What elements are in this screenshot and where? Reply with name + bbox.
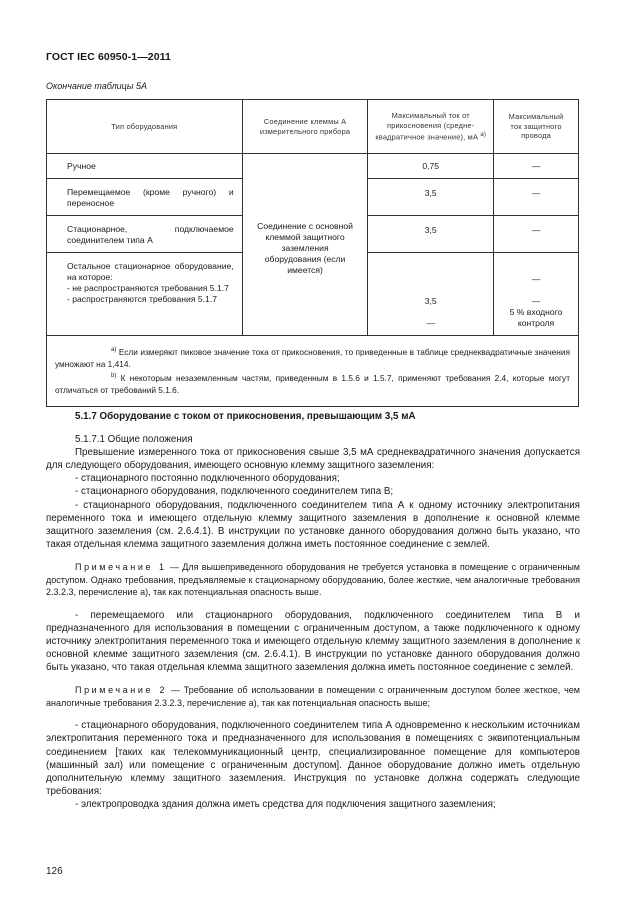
- note-text: — Требование об использовании в помещении с ограниченным доступом более жесткое, чем аналогичные требования 2.3.2.3, перечисление а), так как потенциальная опасность выше;: [46, 685, 580, 708]
- notes-row: [47, 336, 579, 407]
- row-type-line: Остальное стационарное оборудование, на которое:: [67, 261, 234, 282]
- row-protective-stationary-other: [494, 253, 579, 336]
- row-current: 0,75: [368, 154, 494, 179]
- header-touch-current: [368, 100, 494, 154]
- row-current-line: —: [426, 318, 436, 328]
- note-text: Если измеряют пиковое значение тока от прикосновения, то приведенные в таблице среднеквадратичные значения умножают на 1,414.: [55, 346, 571, 369]
- note-text: — Для вышеприведенного оборудования не требуется установка в помещение с ограниченным доступом. Однако требования, предъявляемые к стационарному оборудованию, более жесткие, чем аналогичные требования 2.3.2.3, перечисление а), так как потенциальная опасность выше.: [46, 561, 580, 598]
- row-protective: —: [494, 154, 579, 179]
- row-type: Ручное: [47, 154, 243, 179]
- section-subtitle: 5.1.7.1 Общие положения: [75, 434, 193, 446]
- table-5a: [46, 99, 579, 407]
- note-label: Примечание 2: [75, 685, 168, 696]
- page-number: 126: [46, 866, 63, 877]
- note-text: К некоторым незаземленным частям, приведенным в 1.5.6 и 1.5.7, применяют требования 2.4, которые могут отличаться от требований 5.1.6.: [55, 372, 570, 395]
- paragraph: - перемещаемого или стационарного оборудования, подключенного соединителем типа В и предназначенного для использования в помещении с ограниченным доступом, а также подключенного к одному источнику электропитания переменного тока и имеющего отдельную клемму защитного заземления в дополнение к основной клемме защитного заземления (см. 2.6.4.1). В инструкции по установке данного оборудования должно быть указано, что такая отдельная клемма защитного заземления должна иметь постоянное соединение с землей.: [46, 609, 580, 674]
- table-row: [47, 154, 579, 179]
- table-note-b: [55, 370, 570, 396]
- table-note-a: [55, 344, 570, 370]
- row-protective: —: [494, 216, 579, 253]
- list-item: - стационарного оборудования, подключенного соединителем типа А к одному источнику электропитания переменного тока и имеющего отдельную клемму защитного заземления в дополнение к основной клемме защитного заземления (см. 2.6.4.1). В инструкции по установке данного оборудования должно быть указано, что такая отдельная клемма защитного заземления должна иметь постоянное соединение с землей.: [46, 499, 580, 550]
- header-touch-current-footnote: a): [480, 131, 487, 138]
- row-current: 3,5: [368, 216, 494, 253]
- row-current: 3,5: [368, 179, 494, 216]
- header-protective-current: Максимальный ток защитного провода: [494, 100, 579, 154]
- list-item: - стационарного постоянно подключенного оборудования;: [75, 473, 340, 485]
- paragraph: Превышение измеренного тока от прикосновения свыше 3,5 мА среднеквадратичного значения допускается для следующего оборудования, имеющего основную клемму защитного заземления:: [46, 447, 580, 472]
- note-2: [46, 684, 580, 709]
- paragraph: - стационарного оборудования, подключенного соединителем типа А одновременно к нескольким источникам электропитания переменного тока и предназначенного для использования в помещениях с эквипотенциальным соединением [таких как телекоммуникационный центр, специализированное помещение для компьютеров (машинный зал) или помещение с ограниченным доступом]. Данное оборудование должно иметь отдельную дополнительную клемму защитного заземления. Инструкция по установке должна содержать следующие требования:: [46, 720, 580, 797]
- row-type-stationary-other: [47, 253, 243, 336]
- row-protective-line: 5 % входного контроля: [509, 307, 563, 328]
- table-notes: [47, 336, 579, 407]
- section-body: [46, 410, 580, 811]
- row-protective-line: —: [531, 296, 541, 306]
- row-protective: —: [494, 179, 579, 216]
- row-type: Перемещаемое (кроме ручного) и переносное: [47, 179, 243, 216]
- header-terminal-connection: Соединение клеммы А измерительного прибора: [242, 100, 368, 154]
- connection-cell: Соединение с основной клеммой защитного заземления оборудования (если имеется): [242, 154, 368, 336]
- note-mark: a): [111, 347, 117, 353]
- row-current-line: 3,5: [424, 296, 437, 306]
- note-label: Примечание 1: [75, 561, 167, 572]
- section-title: 5.1.7 Оборудование с током от прикосновения, превышающим 3,5 мА: [75, 411, 416, 422]
- list-item: - стационарного оборудования, подключенного соединителем типа В;: [75, 486, 394, 498]
- header-touch-current-text: Максимальный ток от прикосновения (средне-квадратичное значение), мА: [375, 111, 479, 142]
- paragraph: - электропроводка здания должна иметь средства для подключения защитного заземления;: [75, 798, 496, 810]
- row-current-stationary-other: [368, 253, 494, 336]
- table-caption: Окончание таблицы 5А: [46, 81, 147, 91]
- note-1: [46, 561, 580, 599]
- header-equipment-type: Тип оборудования: [47, 100, 243, 154]
- row-type-line: - распространяются требования 5.1.7: [67, 294, 217, 304]
- row-type-line: - не распространяются требования 5.1.7: [67, 283, 229, 293]
- row-protective-line: —: [531, 274, 541, 284]
- row-type: Стационарное, подключаемое соединителем типа А: [47, 216, 243, 253]
- document-header: ГОСТ IEC 60950-1—2011: [46, 51, 171, 63]
- note-mark: b): [111, 372, 117, 379]
